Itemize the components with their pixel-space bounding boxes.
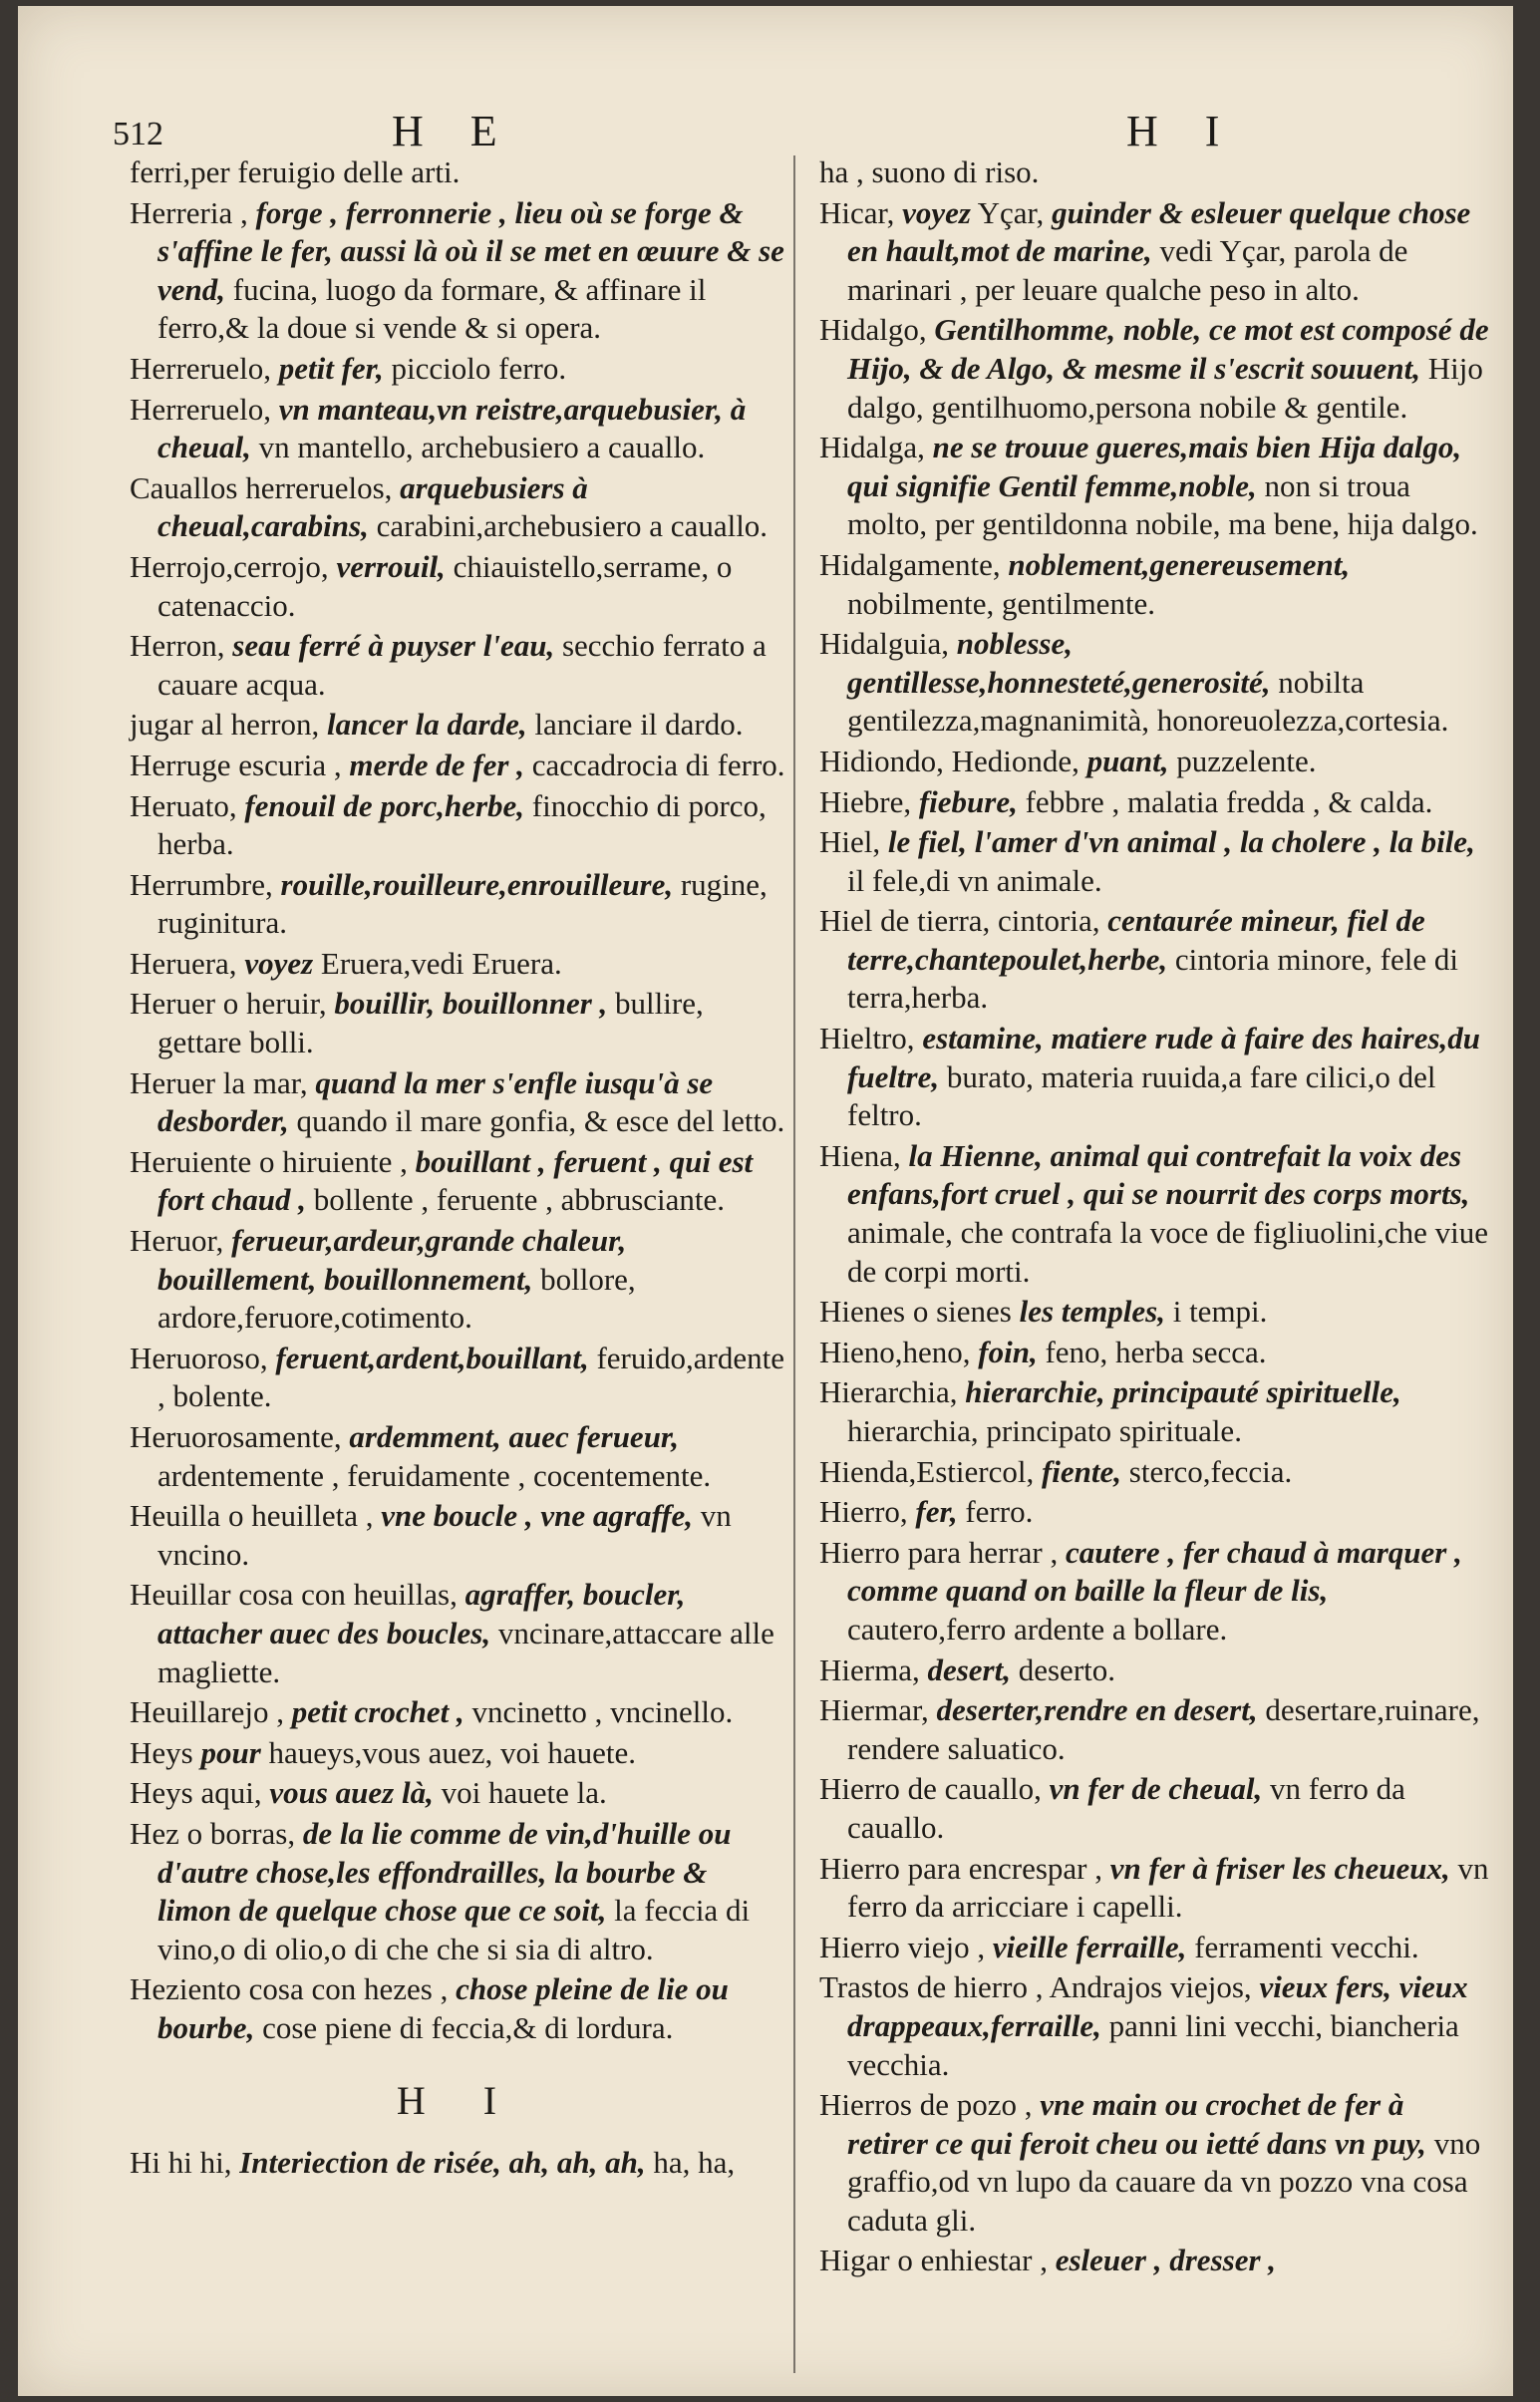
italian-gloss: bollore, ardore,feruore,cotimento. <box>157 1261 636 1336</box>
french-gloss: fer, <box>915 1494 958 1530</box>
headword: Heys aqui, <box>130 1775 262 1811</box>
french-gloss: fiente, <box>1041 1453 1122 1489</box>
headword: Hieno,heno, <box>819 1334 971 1369</box>
french-gloss: fiebure, <box>918 783 1018 819</box>
dictionary-entry <box>130 1064 787 1141</box>
italian-gloss: Eruera,vedi Eruera. <box>320 945 562 981</box>
dictionary-entry <box>130 787 787 864</box>
french-gloss: noblesse, gentillesse,honnesteté,generosité, <box>847 626 1271 700</box>
french-gloss: fenouil de porc,herbe, <box>244 787 525 823</box>
dictionary-entry <box>819 1770 1489 1847</box>
french-gloss: hierarchie, principauté spirituelle, <box>965 1374 1401 1410</box>
french-gloss: ardemment, auec ferueur, <box>349 1419 680 1454</box>
dictionary-entry <box>130 1774 787 1813</box>
french-gloss: quand la mer s'enfle iusqu'à se desborder, <box>157 1064 714 1139</box>
left-running-head: H E <box>392 107 515 155</box>
dictionary-entry <box>819 625 1489 741</box>
italian-gloss: vncinare,attaccare alle magliette. <box>157 1615 774 1689</box>
french-gloss: forge , ferronnerie , lieu où se forge & s'affine le fer, aussi là où il se met en œuure & se vend, <box>157 194 784 307</box>
headword: Higar o enhiestar , <box>819 2243 1048 2278</box>
italian-gloss: ferramenti vecchi. <box>1194 1929 1419 1964</box>
french-gloss: de la lie comme de vin,d'huille ou d'autre chose,les effondrailles, la bourbe & limon de quelque chose que ce soit, <box>157 1815 732 1929</box>
headword: Heruorosamente, <box>130 1419 342 1454</box>
dictionary-entry <box>819 2086 1489 2240</box>
headword: Heruer o heruir, <box>130 986 327 1022</box>
headword: Hidalga, <box>819 430 925 465</box>
french-gloss: merde de fer , <box>349 747 524 782</box>
dictionary-entry <box>819 1968 1489 2084</box>
italian-gloss: nobilmente, gentilmente. <box>847 585 1156 621</box>
dictionary-entry <box>819 153 1489 192</box>
french-gloss: voyez <box>902 194 971 230</box>
french-gloss: petit fer, <box>278 350 384 386</box>
italian-gloss: panni lini vecchi, biancheria vecchia. <box>847 2007 1459 2082</box>
headword: Hicar, <box>819 194 895 230</box>
italian-gloss: vn mantello, archebusiero a cauallo. <box>258 430 706 465</box>
dictionary-entry <box>130 1340 787 1416</box>
headword: Heruor, <box>130 1223 224 1259</box>
italian-gloss: vedi Yçar, parola de marinari , per leuare qualche peso in alto. <box>847 233 1408 307</box>
italian-gloss: cintoria minore, fele di terra,herba. <box>847 941 1458 1016</box>
italian-gloss: ardentemente , feruidamente , cocentemente. <box>157 1457 712 1493</box>
headword: Hiebre, <box>819 783 912 819</box>
headword: Heruato, <box>130 787 237 823</box>
french-gloss: cautere , fer chaud à marquer , comme quand on baille la fleur de lis, <box>847 1534 1462 1609</box>
headword: Hidiondo, Hedionde, <box>819 743 1079 778</box>
dictionary-entry <box>130 1143 787 1220</box>
italian-gloss: finocchio di porco, herba. <box>157 787 767 862</box>
headword: Herrojo,cerrojo, <box>130 548 329 584</box>
italian-gloss: quando il mare gonfia, & esce del letto. <box>296 1103 785 1139</box>
italian-gloss: puzzelente. <box>1176 743 1317 778</box>
headword: Herreruelo, <box>130 391 271 427</box>
headword: Heuilla o heuilleta , <box>130 1498 374 1534</box>
french-gloss: vn fer à friser les cheueux, <box>1109 1850 1450 1886</box>
headword: Hiena, <box>819 1137 901 1173</box>
dictionary-entry <box>130 153 787 192</box>
french-gloss: vne boucle , vne agraffe, <box>381 1498 694 1534</box>
italian-gloss: desertare,ruinare, rendere saluatico. <box>847 1692 1480 1766</box>
page-number: 512 <box>113 116 163 152</box>
dictionary-entry <box>819 1850 1489 1927</box>
headword: Hidalgamente, <box>819 546 1001 582</box>
right-running-head: H I <box>1126 107 1238 155</box>
italian-gloss: caccadrocia di ferro. <box>531 747 785 782</box>
dictionary-entry <box>819 1334 1489 1372</box>
headword: Heruoroso, <box>130 1340 268 1375</box>
french-gloss: pour <box>200 1734 261 1770</box>
italian-gloss: la feccia di vino,o di olio,o di che che si sia di altro. <box>157 1893 751 1966</box>
dictionary-entry <box>819 1373 1489 1450</box>
headword: Hienda,Estiercol, <box>819 1453 1035 1489</box>
french-gloss: centaurée mineur, fiel de terre,chantepoulet,herbe, <box>847 903 1425 977</box>
book-page <box>18 6 1513 2396</box>
headword: Herruge escuria , <box>130 747 342 782</box>
left-column <box>130 153 787 2185</box>
dictionary-entry <box>130 1497 787 1574</box>
headword: Heziento cosa con hezes , <box>130 1971 449 2007</box>
french-gloss: feruent,ardent,bouillant, <box>275 1340 589 1375</box>
italian-gloss: rugine, ruginitura. <box>157 866 768 941</box>
french-gloss: deserter,rendre en desert, <box>936 1692 1258 1728</box>
headword: Hiel, <box>819 824 881 860</box>
french-gloss: petit crochet , <box>291 1694 464 1730</box>
headword: Heuillar cosa con heuillas, <box>130 1577 458 1613</box>
headword: Hierro para herrar , <box>819 1534 1059 1570</box>
dictionary-entry <box>819 1651 1489 1690</box>
italian-gloss: vn ferro da arricciare i capelli. <box>847 1850 1489 1925</box>
french-gloss: les temples, <box>1019 1294 1165 1330</box>
dictionary-entry <box>130 194 787 348</box>
dictionary-entry <box>819 783 1489 822</box>
headword: Herron, <box>130 628 225 664</box>
french-gloss: Interiection de risée, ah, ah, ah, <box>239 2145 646 2181</box>
italian-gloss: animale, che contrafa la voce de figliuolini,che viue de corpi morti. <box>847 1215 1488 1289</box>
dictionary-entry <box>130 2144 787 2183</box>
headword: Hienes o sienes <box>819 1294 1012 1330</box>
french-gloss: chose pleine de lie ou bourbe, <box>157 1971 729 2045</box>
headword: Heruera, <box>130 945 237 981</box>
entry-text: ha , suono di riso. <box>819 154 1040 189</box>
headword: Hierro para encrespar , <box>819 1850 1102 1886</box>
french-gloss: desert, <box>927 1651 1011 1687</box>
dictionary-entry <box>819 1137 1489 1291</box>
headword: Hieltro, <box>819 1021 915 1056</box>
french-gloss: agraffer, boucler, attacher auec des boucles, <box>157 1577 686 1651</box>
dictionary-entry <box>130 350 787 389</box>
italian-gloss: cose piene di feccia,& di lordura. <box>262 2009 674 2045</box>
headword: Heruiente o hiruiente , <box>130 1143 408 1179</box>
italian-gloss: non si troua molto, per gentildonna nobile, ma bene, hija dalgo. <box>847 467 1478 542</box>
french-gloss: bouillant , feruent , qui est fort chaud , <box>157 1143 754 1218</box>
dictionary-entry <box>130 1693 787 1732</box>
italian-gloss: secchio ferrato a cauare acqua. <box>157 628 767 702</box>
italian-gloss: burato, materia ruuida,a fare cilici,o del feltro. <box>847 1058 1436 1133</box>
french-gloss: puant, <box>1086 743 1169 778</box>
italian-gloss: sterco,feccia. <box>1128 1453 1293 1489</box>
french-gloss: rouille,rouilleure,enrouilleure, <box>280 866 674 902</box>
french-gloss: foin, <box>978 1334 1038 1369</box>
italian-gloss: hierarchia, principato spirituale. <box>847 1413 1242 1448</box>
french-gloss: vieux fers, vieux drappeaux,ferraille, <box>847 1969 1468 2043</box>
french-gloss: bouillir, bouillonner , <box>334 986 608 1022</box>
italian-gloss: vn ferro da cauallo. <box>847 1771 1405 1845</box>
italian-gloss: chiauistello,serrame, o catenaccio. <box>157 548 733 623</box>
french-gloss: voyez <box>244 945 314 981</box>
entry-text: ferri,per feruigio delle arti. <box>130 154 461 189</box>
headword: Heuillarejo , <box>130 1694 284 1730</box>
headword: Heruer la mar, <box>130 1064 308 1100</box>
italian-gloss: cautero,ferro ardente a bollare. <box>847 1611 1228 1647</box>
italian-gloss: picciolo ferro. <box>391 350 567 386</box>
french-gloss: le fiel, l'amer d'vn animal , la cholere , la bile, <box>887 824 1475 860</box>
french-gloss: esleuer , dresser , <box>1055 2243 1277 2278</box>
dictionary-entry <box>819 2242 1489 2280</box>
dictionary-entry <box>819 194 1489 310</box>
dictionary-entry <box>130 1222 787 1338</box>
dictionary-entry <box>130 627 787 704</box>
italian-gloss: nobilta gentilezza,magnanimità, honoreuolezza,cortesia. <box>847 664 1449 739</box>
headword: Hierro, <box>819 1494 908 1530</box>
dictionary-entry <box>130 469 787 546</box>
headword: Hierro de cauallo, <box>819 1771 1042 1807</box>
french-gloss: arquebusiers à cheual,carabins, <box>157 469 588 544</box>
dictionary-entry <box>819 1493 1489 1532</box>
french-gloss: vn fer de cheual, <box>1049 1771 1263 1807</box>
french-gloss: ferueur,ardeur,grande chaleur, bouillement, bouillonnement, <box>157 1223 627 1297</box>
headword: Hierma, <box>819 1651 920 1687</box>
headword: Hi hi hi, <box>130 2145 232 2181</box>
headword: Hidalguia, <box>819 626 949 662</box>
headword: Hidalgo, <box>819 312 927 348</box>
french-gloss: estamine, matiere rude à faire des haires,du fueltre, <box>847 1021 1481 1094</box>
french-gloss: lancer la darde, <box>326 707 527 743</box>
italian-gloss: vncinetto , vncinello. <box>471 1694 734 1730</box>
headword: Hierro viejo , <box>819 1929 986 1964</box>
dictionary-entry <box>819 823 1489 900</box>
french-gloss: vn manteau,vn reistre,arquebusier, à cheual, <box>157 391 747 465</box>
headword: Herreria , <box>130 194 248 230</box>
french-gloss: guinder & esleuer quelque chose en hault,mot de marine, <box>847 194 1471 269</box>
dictionary-entry <box>819 1929 1489 1967</box>
dictionary-entry <box>130 706 787 745</box>
dictionary-entry <box>130 747 787 785</box>
dictionary-entry <box>130 548 787 625</box>
dictionary-entry <box>130 391 787 467</box>
dictionary-entry <box>819 1453 1489 1492</box>
dictionary-entry <box>819 1020 1489 1135</box>
dictionary-entry <box>819 1691 1489 1768</box>
italian-gloss: bullire, gettare bolli. <box>157 986 704 1060</box>
headword: Hez o borras, <box>130 1815 296 1851</box>
section-heading: H I <box>396 2077 521 2123</box>
dictionary-entry <box>130 1576 787 1691</box>
dictionary-entry <box>130 1970 787 2047</box>
headword: Trastos de hierro , Andrajos viejos, <box>819 1969 1252 2005</box>
dictionary-entry <box>130 1734 787 1773</box>
italian-gloss: bollente , feruente , abbrusciante. <box>313 1182 726 1218</box>
dictionary-entry <box>130 1418 787 1495</box>
dictionary-entry <box>819 311 1489 427</box>
right-column <box>819 153 1489 2282</box>
french-gloss: noblement,genereusement, <box>1008 546 1351 582</box>
french-gloss: vne main ou crochet de fer à retirer ce qui feroit cheu ou ietté dans vn puy, <box>847 2087 1426 2161</box>
italian-gloss: feruido,ardente , bolente. <box>157 1340 784 1414</box>
headword: Herreruelo, <box>130 350 271 386</box>
french-gloss: seau ferré à puyser l'eau, <box>232 628 555 664</box>
italian-gloss: Hijo dalgo, gentilhuomo,persona nobile & gentile. <box>847 350 1483 425</box>
headword: Cauallos herreruelos, <box>130 469 393 505</box>
italian-gloss: febbre , malatia fredda , & calda. <box>1025 783 1433 819</box>
french-gloss: vieille ferraille, <box>992 1929 1187 1964</box>
dictionary-entry <box>819 902 1489 1018</box>
dictionary-entry <box>130 945 787 984</box>
french-gloss: la Hienne, animal qui contrefait la voix des enfans,fort cruel , qui se nourrit des corps morts, <box>847 1137 1470 1212</box>
italian-gloss: Yçar, <box>977 194 1045 230</box>
dictionary-entry <box>819 1534 1489 1650</box>
headword: Hierarchia, <box>819 1374 958 1410</box>
headword: Hiel de tierra, cintoria, <box>819 903 1100 939</box>
headword: jugar al herron, <box>130 707 320 743</box>
italian-gloss: voi hauete la. <box>441 1775 607 1811</box>
dictionary-entry <box>130 866 787 943</box>
italian-gloss: haueys,vous auez, voi hauete. <box>268 1734 636 1770</box>
dictionary-entry <box>819 429 1489 544</box>
headword: Hierros de pozo , <box>819 2087 1033 2123</box>
french-gloss: verrouil, <box>336 548 446 584</box>
dictionary-entry <box>130 1815 787 1968</box>
headword: Hiermar, <box>819 1692 929 1728</box>
italian-gloss: carabini,archebusiero a cauallo. <box>376 508 769 544</box>
italian-gloss: feno, herba secca. <box>1045 1334 1267 1369</box>
dictionary-entry <box>130 985 787 1061</box>
italian-gloss: il fele,di vn animale. <box>847 862 1102 898</box>
french-gloss: ne se trouue gueres,mais bien Hija dalgo, qui signifie Gentil femme,noble, <box>847 430 1462 503</box>
italian-gloss: deserto. <box>1018 1651 1116 1687</box>
italian-gloss: fucina, luogo da formare, & affinare il ferro,& la doue si vende & si opera. <box>157 271 707 346</box>
italian-gloss: ferro. <box>965 1494 1034 1530</box>
italian-gloss: lanciare il dardo. <box>534 707 744 743</box>
french-gloss: Gentilhomme, noble, ce mot est composé de Hijo, & de Algo, & mesme il s'escrit souuent, <box>847 312 1489 386</box>
french-gloss: vous auez là, <box>269 1775 434 1811</box>
italian-gloss: ha, ha, <box>653 2145 736 2181</box>
dictionary-entry <box>819 546 1489 623</box>
italian-gloss: vno graffio,od vn lupo da cauare da vn pozzo vna cosa caduta gli. <box>847 2125 1481 2238</box>
headword: Heys <box>130 1734 193 1770</box>
headword: Herrumbre, <box>130 866 273 902</box>
italian-gloss: i tempi. <box>1172 1294 1268 1330</box>
dictionary-entry <box>819 1293 1489 1332</box>
dictionary-entry <box>819 743 1489 781</box>
column-divider <box>793 155 795 2373</box>
italian-gloss: vn vncino. <box>157 1498 732 1572</box>
